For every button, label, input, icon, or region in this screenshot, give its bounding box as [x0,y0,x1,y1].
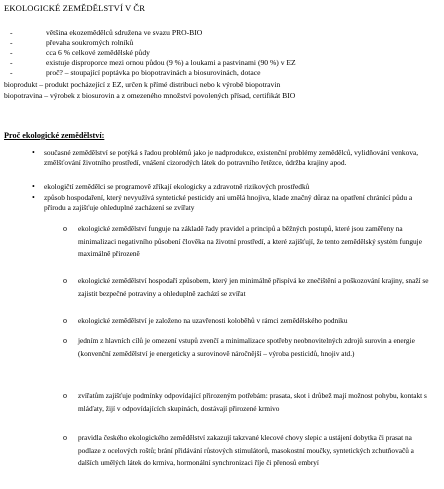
section-heading: Proč ekologické zemědělství: [4,131,105,140]
fact-text: převaha soukromých rolníků [46,38,134,47]
fact-text: proč? – stoupající poptávka po biopotravinách a biosurovinách, dotace [46,68,261,77]
fact-text: cca 6 % celkové zemědělské půdy [46,48,150,57]
sub-point-text: jedním z hlavních cílů je omezení vstupů zvenčí a minimalizace spotřeby neobnovitelných zdrojů surovin a energie (konvenční zemědělství je energeticky a surovinově náročnější – výroba pesticidů, hnojiv atd.) [78,336,415,358]
fact-item [4,68,296,78]
fact-text: většina ekozemědělců sdružena ve svazu PRO-BIO [46,28,203,37]
dash-marker: - [10,38,13,47]
circle-marker: o [63,391,67,400]
bullet-marker: • [32,182,35,191]
fact-item [4,38,296,48]
sub-point-text: pravidla českého ekologického zemědělství zakazují takzvané klecové chovy slepic a ustájení dobytka či prasat na podlaze z ocelových roštů; brání přidávání růstových stimulátorů, masokostní moučky, syntetických zchutňovačů a dalších umělých látek do krmiva, hormonální synchronizaci říje či přenosů embryí [78,433,414,468]
sub-point-item [63,390,434,415]
dash-marker: - [10,48,13,57]
dash-marker: - [10,58,13,67]
circle-marker: o [63,276,67,285]
bullet-marker: • [32,148,35,157]
fact-item [4,48,296,58]
reason-text: současné zemědělství se potýká s řadou problémů jako je nadprodukce, existenční problémy zemědělců, vylidňování venkova, změlšťování životního prostředí, vnášení cizorodých látek do potravního řetězce, údržba krajiny apod. [44,148,419,167]
facts-list [4,28,296,78]
sub-point-text: ekologické zemědělství funguje na základě řady pravidel a principů a běžných postupů, které jsou zaměřeny na minimalizaci negativního působení člověka na životní prostředí, a které zajišťují, že tento zemědělský systém funguje maximálně přirozeně [78,224,422,259]
sub-point-text: zvířatům zajišťuje podmínky odpovídající přirozeným potřebám: prasata, skot i drůbež mají možnost pohybu, kontakt s mláďaty, žijí v odpovídajících skupinách, dostávají přirozené krmivo [78,391,427,413]
fact-item [4,58,296,68]
reason-text: ekologičtí zemědělci se programově zříkají ekologicky a zdravotně rizikových prostředků [44,182,310,191]
sub-point-item [63,315,434,328]
definition-biopotravina: biopotravina – výrobek z biosurovin a z omezeného množství povolených přísad, certifikát BIO [4,91,296,100]
definition-bioprodukt: bioprodukt – produkt pocházející z EZ, určen k přímé distribuci nebo k výrobě biopotravin [4,80,281,89]
sub-point-item [63,223,434,261]
reason-text: způsob hospodaření, který nevyužívá syntetické pesticidy ani umělá hnojiva, klade značný důraz na opatření chránící půdu a přírodu a zajišťuje ohleduplné zacházení se zvířaty [44,193,413,212]
bullet-marker: • [32,193,35,202]
reason-item [32,182,434,192]
circle-marker: o [63,224,67,233]
circle-marker: o [63,316,67,325]
circle-marker: o [63,433,67,442]
fact-item [4,28,296,38]
sub-point-item [63,432,434,470]
reason-item [32,148,434,168]
reason-item [32,193,434,213]
sub-point-item [63,275,434,300]
sub-point-text: ekologické zemědělství je založeno na uzavřenosti koloběhů v rámci zemědělského podniku [78,316,348,325]
document-title: EKOLOGICKÉ ZEMĚDĚLSTVÍ V ČR [4,3,146,13]
sub-point-text: ekologické zemědělství hospodaří způsobem, který jen minimálně přispívá ke znečištění a poškozování krajiny, snaží se zajistit bezpečné potraviny a ohleduplně zachází se zvířat [78,276,429,298]
dash-marker: - [10,28,13,37]
fact-text: existuje disproporce mezi ornou půdou (9 %) a loukami a pastvinami (90 %) v EZ [46,58,296,67]
circle-marker: o [63,336,67,345]
sub-point-item [63,335,434,360]
dash-marker: - [10,68,13,77]
